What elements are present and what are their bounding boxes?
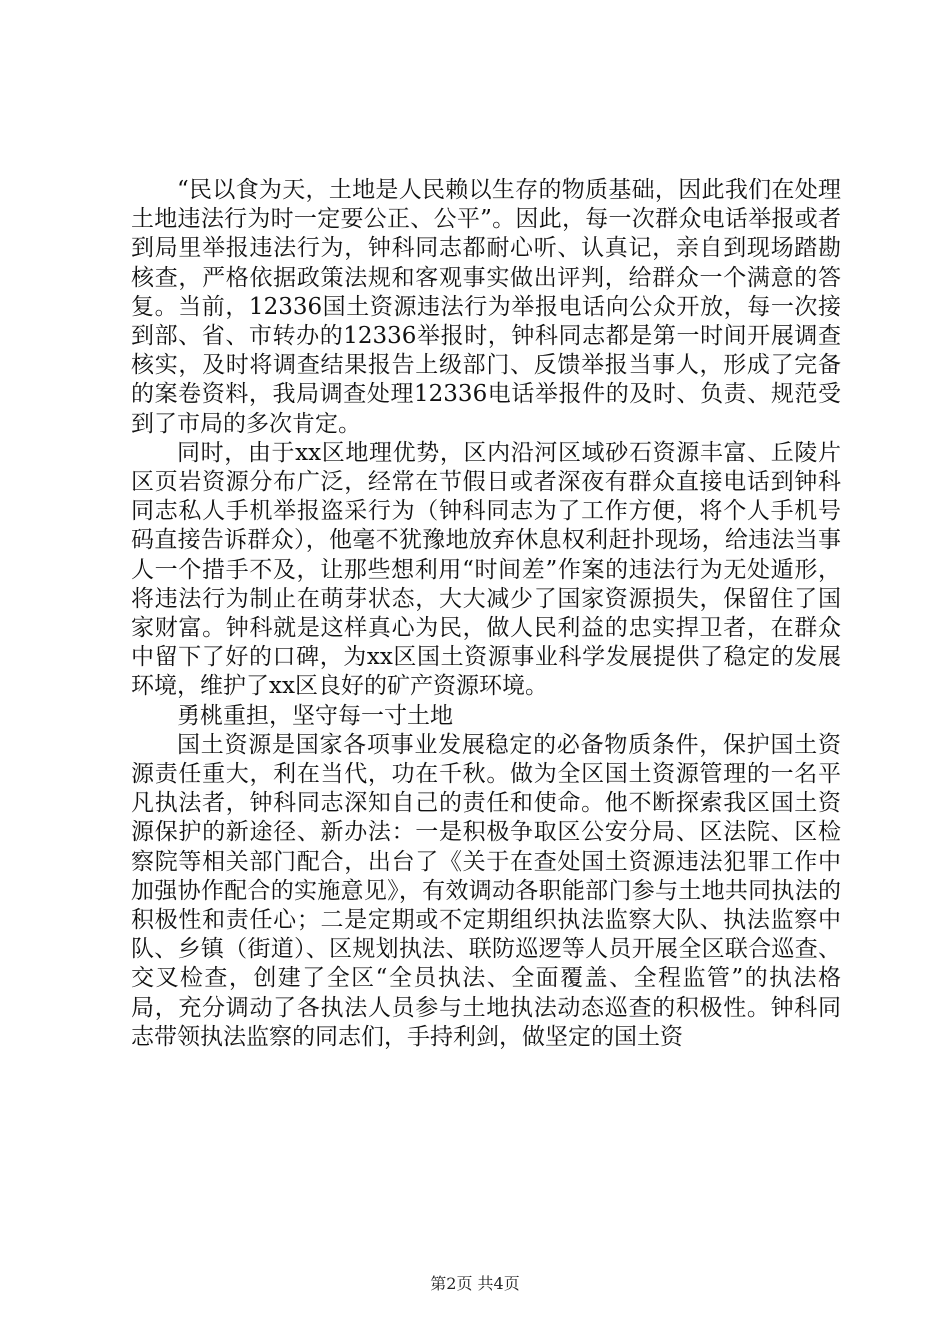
section-heading: 勇桃重担，坚守每一寸土地 [177, 702, 453, 729]
paragraph-night-patrol: 同时，由于xx区地理优势，区内沿河区域砂石资源丰富、丘陵片区页岩资源分布广泛，经常在节假日或者深夜有群众直接电话到钟科同志私人手机举报盗采行为（钟科同志为了工作方便，将个人手机号码直接告诉群众），他毫不犹豫地放弃休息权利赶扑现场，给违法当事人一个措手不及，让那些想利用“时间差”作案的违法行为无处遁形，将违法行为制止在萌芽状态，大大减少了国家资源损失，保留住了国家财富。钟科就是这样真心为民，做人民利益的忠实捍卫者，在群众中留下了好的口碑，为xx区国土资源事业科学发展提供了稳定的发展环境，维护了xx区良好的矿产资源环境。 [131, 439, 841, 700]
paragraph-land-protection: 国土资源是国家各项事业发展稳定的必备物质条件，保护国土资源责任重大，利在当代，功在千秋。做为全区国土资源管理的一名平凡执法者，钟科同志深知自己的责任和使命。他不断探索我区国土资源保护的新途径、新办法：一是积极争取区公安分局、区法院、区检察院等相关部门配合，出台了《关于在查处国土资源违法犯罪工作中加强协作配合的实施意见》，有效调动各职能部门参与土地共同执法的积极性和责任心；二是定期或不定期组织执法监察大队、执法监察中队、乡镇（街道）、区规划执法、联防巡逻等人员开展全区联合巡查、交叉检查，创建了全区“全员执法、全面覆盖、全程监管”的执法格局，充分调动了各执法人员参与土地执法动态巡查的积极性。钟科同志带领执法监察的同志们，手持利剑，做坚定的国土资 [131, 731, 841, 1050]
document-body [131, 176, 841, 1052]
page-number-footer: 第2页 共4页 [430, 1274, 520, 1293]
paragraph-report-handling: “民以食为天，土地是人民赖以生存的物质基础，因此我们在处理土地违法行为时一定要公正、公平”。因此，每一次群众电话举报或者到局里举报违法行为，钟科同志都耐心听、认真记，亲自到现场踏勘核查，严格依据政策法规和客观事实做出评判，给群众一个满意的答复。当前，12336国土资源违法行为举报电话向公众开放，每一次接到部、省、市转办的12336举报时，钟科同志都是第一时间开展调查核实，及时将调查结果报告上级部门、反馈举报当事人，形成了完备的案卷资料，我局调查处理12336电话举报件的及时、负责、规范受到了市局的多次肯定。 [131, 177, 841, 437]
